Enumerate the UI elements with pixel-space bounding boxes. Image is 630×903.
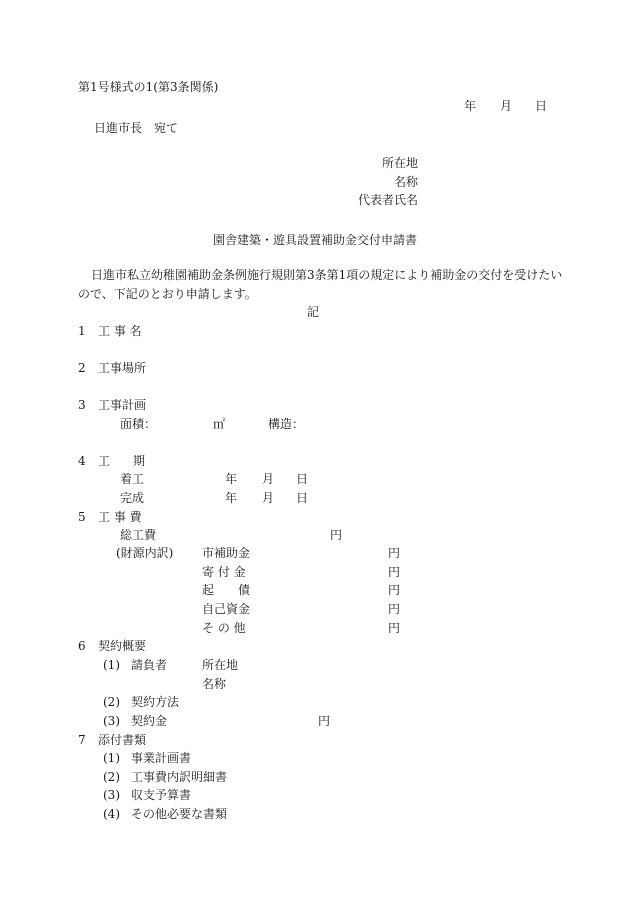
contract-amount-yen: 円 <box>318 714 331 728</box>
ki-marker: 記 <box>307 305 320 319</box>
attachment-number: (3) <box>103 788 120 802</box>
area-label: 面積： <box>120 417 157 431</box>
funding-source-yen: 円 <box>388 546 401 560</box>
section-7-number: 7 <box>78 733 86 747</box>
form-number: 第1号様式の1(第3条関係) <box>78 80 219 94</box>
contract-item-2-number: (2) <box>103 695 120 709</box>
body-line-1: 日進市私立幼稚園補助金条例施行規則第3条第1項の規定により補助金の交付を受けたい <box>91 268 563 282</box>
section-3-number: 3 <box>78 398 86 412</box>
start-month-label: 月 <box>262 472 275 486</box>
total-cost-label: 総工費 <box>120 528 157 542</box>
total-cost-yen: 円 <box>330 528 343 542</box>
contractor-address-label: 所在地 <box>202 658 239 672</box>
funding-source-yen: 円 <box>388 565 401 579</box>
section-4-number: 4 <box>78 454 86 468</box>
attachment-label: 工事費内訳明細書 <box>131 770 228 784</box>
section-5-label: 工 事 費 <box>98 510 142 524</box>
funding-source-label: 自己資金 <box>202 602 251 616</box>
section-6-label: 契約概要 <box>98 639 147 653</box>
funding-source-label: そ の 他 <box>202 621 246 635</box>
end-year-label: 年 <box>225 491 238 505</box>
section-1-number: 1 <box>78 324 86 338</box>
attachment-label: その他必要な書類 <box>131 807 228 821</box>
attachment-label: 収支予算書 <box>131 788 192 802</box>
start-year-label: 年 <box>225 472 238 486</box>
section-2-number: 2 <box>78 361 86 375</box>
section-4-label-a: 工 <box>98 454 111 468</box>
section-2-label: 工事場所 <box>98 361 147 375</box>
document-title: 園舎建築・遊具設置補助金交付申請書 <box>213 233 418 247</box>
contract-method-label: 契約方法 <box>131 695 180 709</box>
contract-item-3-number: (3) <box>103 714 120 728</box>
start-day-label: 日 <box>296 472 309 486</box>
attachment-label: 事業計画書 <box>131 751 192 765</box>
section-1-label: 工 事 名 <box>98 324 142 338</box>
body-line-2: ので、下記のとおり申請します。 <box>78 287 257 301</box>
date-month-label: 月 <box>500 99 513 113</box>
section-4-label-b: 期 <box>133 454 146 468</box>
funding-source-label: 市補助金 <box>202 546 251 560</box>
funding-breakdown-label: (財源内訳) <box>116 546 174 560</box>
funding-source-yen: 円 <box>388 602 401 616</box>
attachment-number: (4) <box>103 807 120 821</box>
start-label: 着工 <box>120 472 145 486</box>
end-label: 完成 <box>120 491 145 505</box>
end-day-label: 日 <box>296 491 309 505</box>
applicant-representative-label: 代表者氏名 <box>357 193 418 207</box>
funding-source-label: 起 債 <box>202 583 251 597</box>
section-7-label: 添付書類 <box>98 733 147 747</box>
contract-amount-label: 契約金 <box>131 714 168 728</box>
funding-source-yen: 円 <box>388 583 401 597</box>
contractor-name-label: 名称 <box>202 677 227 691</box>
contractor-label: 請負者 <box>131 658 168 672</box>
area-unit: ㎡ <box>213 417 226 431</box>
section-6-number: 6 <box>78 639 86 653</box>
attachment-number: (2) <box>103 770 120 784</box>
contract-item-1-number: (1) <box>103 658 120 672</box>
funding-source-yen: 円 <box>388 621 401 635</box>
funding-source-label: 寄 付 金 <box>202 565 246 579</box>
end-month-label: 月 <box>262 491 275 505</box>
section-3-label: 工事計画 <box>98 398 147 412</box>
date-day-label: 日 <box>535 99 548 113</box>
date-year-label: 年 <box>464 99 477 113</box>
applicant-address-label: 所在地 <box>381 156 418 170</box>
attachment-number: (1) <box>103 751 120 765</box>
applicant-name-label: 名称 <box>393 175 418 189</box>
addressee: 日進市長 宛て <box>94 121 179 135</box>
section-5-number: 5 <box>78 510 86 524</box>
structure-label: 構造： <box>268 417 305 431</box>
